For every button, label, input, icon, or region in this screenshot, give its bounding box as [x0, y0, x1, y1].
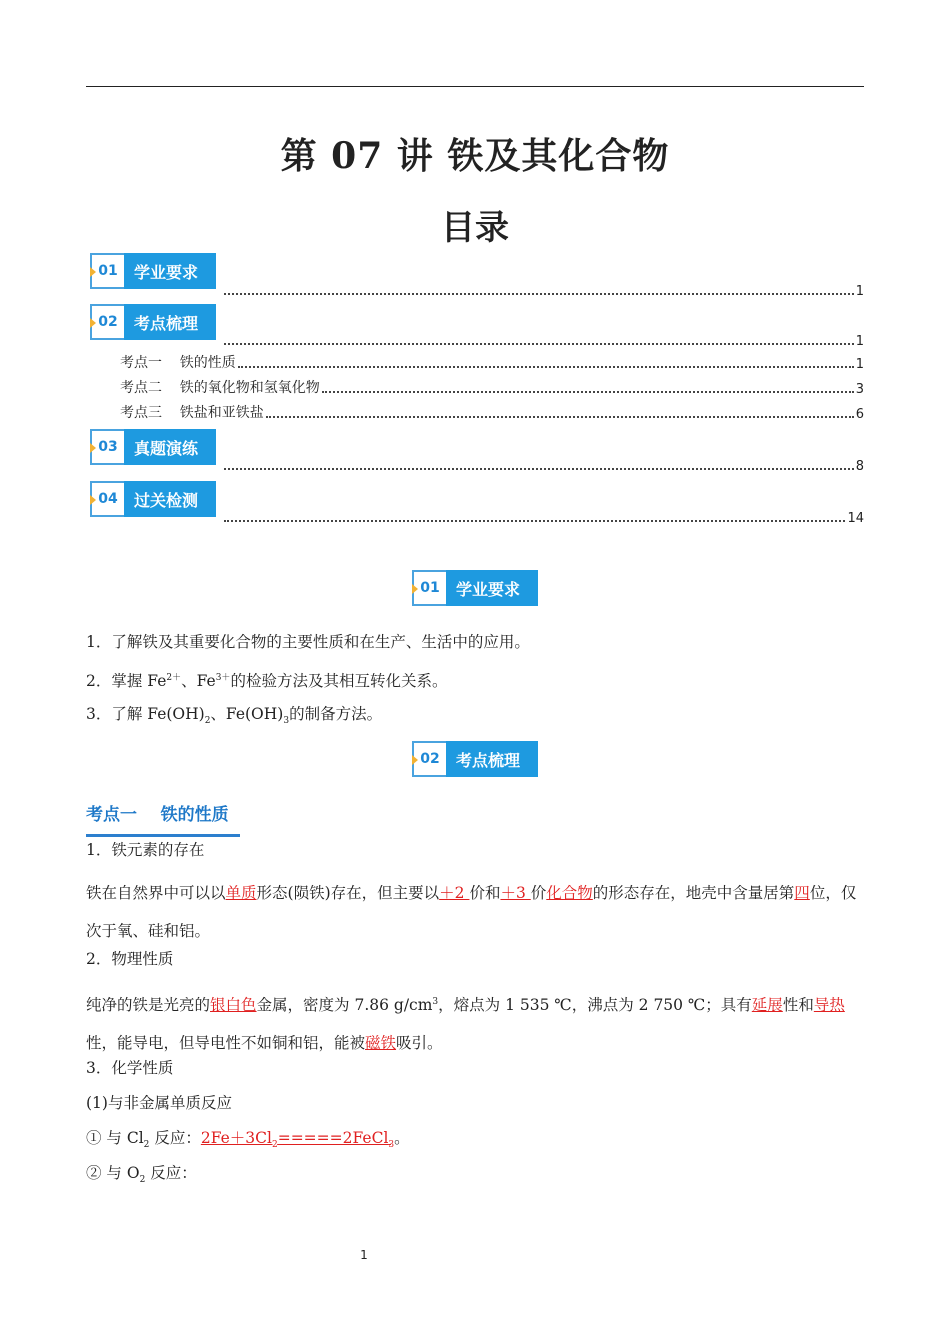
toc-page-number: 3 [855, 382, 864, 397]
toc-sub-label: 考点三 铁盐和亚铁盐 [120, 405, 264, 421]
toc-page-number: 1 [855, 357, 864, 372]
toc-line-01[interactable] [222, 281, 864, 299]
toc-leader-dots [238, 366, 854, 368]
badge-label: 学业要求 [446, 570, 538, 606]
paragraph-physical: 纯净的铁是光亮的银白色金属，密度为 7.86 $g/cm^3$，熔点为 1 535 ℃，沸点为 2 750 ℃；具有延展性和导热性，能导电，但导电性不如铜和铝，能被磁铁吸引。 [86, 996, 845, 1053]
toc-leader-dots [224, 293, 854, 295]
toc-line-03[interactable] [222, 456, 864, 474]
toc-sub-item-1[interactable] [120, 354, 864, 372]
subheading-physical: 2．物理性质 [86, 950, 174, 968]
toc-leader-dots [266, 416, 854, 418]
toc-leader-dots [322, 391, 854, 393]
equation-o2: ② 与 $O_2$ 反应： [86, 1164, 197, 1186]
equation-cl2: ① 与 $Cl_2$ 反应：$2Fe+3Cl_2=====2FeCl_3$。 [86, 1129, 410, 1151]
badge-number: 02 [90, 304, 124, 340]
section-badge-02 [412, 741, 538, 777]
toc-page-number: 6 [855, 407, 864, 422]
badge-number: 01 [90, 253, 124, 289]
badge-label: 真题演练 [124, 429, 216, 465]
kaodian-underline [86, 834, 240, 837]
kaodian-heading: 考点一 铁的性质 [86, 805, 229, 825]
badge-label: 考点梳理 [124, 304, 216, 340]
subheading-nonmetal: (1)与非金属单质反应 [86, 1094, 232, 1112]
toc-badge-04[interactable] [90, 481, 216, 517]
toc-heading: 目录 [441, 208, 509, 248]
section-badge-01 [412, 570, 538, 606]
badge-number: 02 [412, 741, 446, 777]
toc-line-04[interactable] [222, 508, 864, 526]
badge-number: 04 [90, 481, 124, 517]
badge-label: 考点梳理 [446, 741, 538, 777]
toc-sub-item-3[interactable] [120, 404, 864, 422]
toc-page-number: 1 [855, 334, 864, 349]
toc-sub-label: 考点一 铁的性质 [120, 355, 236, 371]
requirement-3: 3．了解 $Fe(OH)_2$、$Fe(OH)_3$的制备方法。 [86, 705, 383, 727]
toc-leader-dots [224, 343, 854, 345]
toc-sub-item-2[interactable] [120, 379, 864, 397]
toc-badge-03[interactable] [90, 429, 216, 465]
subheading-existence: 1．铁元素的存在 [86, 841, 205, 859]
requirement-2: 2．掌握 $Fe^{2+}$、$Fe^{3+}$的检验方法及其相互转化关系。 [86, 672, 448, 691]
toc-line-02[interactable] [222, 331, 864, 349]
toc-badge-01[interactable] [90, 253, 216, 289]
badge-number: 03 [90, 429, 124, 465]
toc-sub-label: 考点二 铁的氧化物和氢氧化物 [120, 380, 320, 396]
badge-label: 学业要求 [124, 253, 216, 289]
page-number: 1 [360, 1248, 368, 1262]
badge-label: 过关检测 [124, 481, 216, 517]
toc-leader-dots [224, 520, 845, 522]
toc-page-number: 14 [847, 511, 864, 526]
paragraph-existence: 铁在自然界中可以以单质形态(陨铁)存在，但主要以＋2 价和＋3 价化合物的形态存在，地壳中含量居第四位，仅次于氧、硅和铝。 [86, 884, 857, 940]
toc-page-number: 1 [855, 284, 864, 299]
toc-page-number: 8 [855, 459, 864, 474]
subheading-chemical: 3．化学性质 [86, 1059, 174, 1077]
requirement-1: 1．了解铁及其重要化合物的主要性质和在生产、生活中的应用。 [86, 633, 530, 651]
toc-badge-02[interactable] [90, 304, 216, 340]
badge-number: 01 [412, 570, 446, 606]
page-title: 第 07 讲 铁及其化合物 [280, 135, 670, 177]
toc-leader-dots [224, 468, 854, 470]
header-rule [86, 86, 864, 87]
